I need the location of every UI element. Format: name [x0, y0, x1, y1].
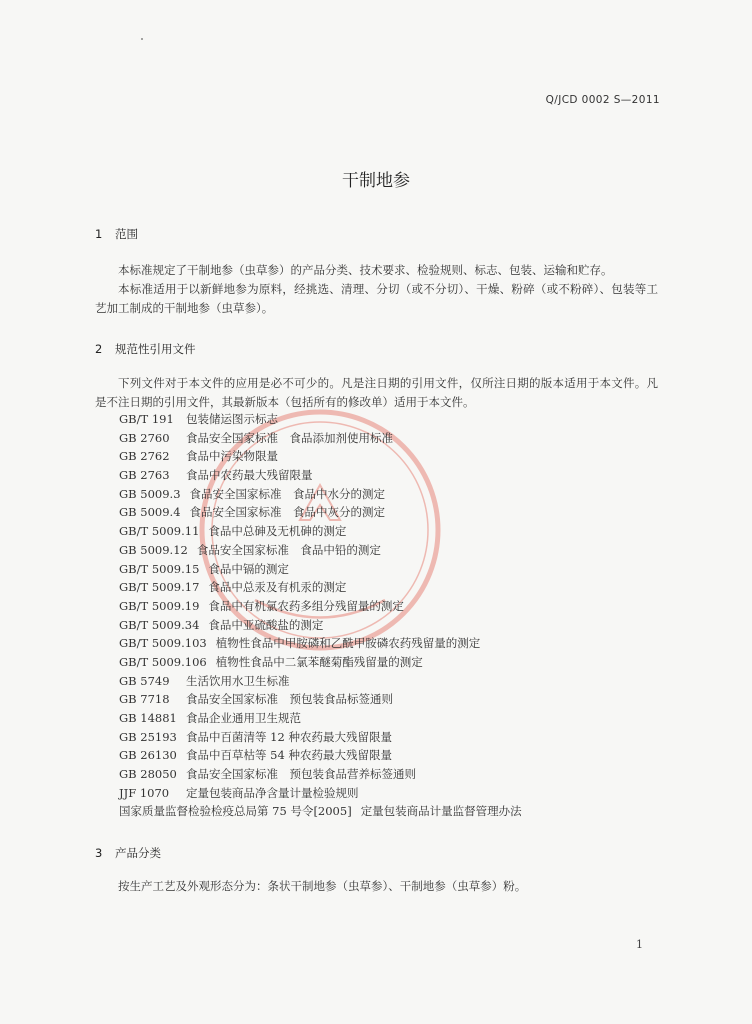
document-title: 干制地参	[342, 171, 410, 191]
scope-paragraph-1: 本标准规定了干制地参（虫草参）的产品分类、技术要求、检验规则、标志、包装、运输和贮存。	[118, 263, 613, 277]
reference-item: GB 5009.3 食品安全国家标准 食品中水分的测定	[119, 486, 386, 501]
reference-item: GB/T 5009.103 植物性食品中甲胺磷和乙酰甲胺磷农药残留量的测定	[119, 636, 481, 651]
reference-item: GB 5749 生活饮用水卫生标准	[119, 673, 290, 688]
reference-item: GB/T 5009.34 食品中亚硫酸盐的测定	[119, 617, 324, 632]
classification-paragraph: 按生产工艺及外观形态分为：条状干制地参（虫草参）、干制地参（虫草参）粉。	[118, 879, 527, 893]
section-number: 2	[95, 342, 103, 356]
section-title: 范围	[115, 227, 138, 241]
reference-item: GB/T 5009.15 食品中镉的测定	[119, 561, 289, 576]
reference-list	[119, 410, 522, 821]
references-intro: 下列文件对于本文件的应用是必不可少的。凡是注日期的引用文件，仅所注日期的版本适用于本文件。凡是不注日期的引用文件，其最新版本（包括所有的修改单）适用于本文件。	[95, 376, 658, 409]
section-2-heading	[95, 341, 196, 357]
reference-item: GB 2760 食品安全国家标准 食品添加剂使用标准	[119, 430, 393, 445]
reference-item: GB 26130 食品中百草枯等 54 种农药最大残留限量	[119, 748, 392, 763]
standard-code: Q/JCD 0002 S—2011	[545, 94, 660, 106]
reference-item: GB 5009.12 食品安全国家标准 食品中铅的测定	[119, 542, 381, 557]
reference-item: GB/T 5009.106 植物性食品中二氯苯醚菊酯残留量的测定	[119, 654, 423, 669]
reference-item: JJF 1070 定量包装商品净含量计量检验规则	[119, 785, 359, 800]
reference-item: GB 7718 食品安全国家标准 预包装食品标签通则	[119, 692, 393, 707]
reference-item: GB 2763 食品中农药最大残留限量	[119, 468, 313, 483]
reference-item: GB/T 5009.17 食品中总汞及有机汞的测定	[119, 580, 347, 595]
reference-item: GB/T 5009.11 食品中总砷及无机砷的测定	[119, 524, 347, 539]
section-title: 规范性引用文件	[115, 342, 196, 356]
reference-item: GB/T 191 包装储运图示标志	[119, 412, 278, 426]
section-1-heading	[95, 226, 138, 242]
section-number: 1	[95, 227, 103, 241]
reference-item: 国家质量监督检验检疫总局第 75 号令[2005] 定量包装商品计量监督管理办法	[119, 804, 522, 819]
page-number: 1	[636, 938, 643, 951]
reference-item: GB/T 5009.19 食品中有机氯农药多组分残留量的测定	[119, 598, 404, 613]
reference-item: GB 14881 食品企业通用卫生规范	[119, 711, 301, 725]
section-number: 3	[95, 846, 103, 860]
section-title: 产品分类	[115, 846, 161, 860]
reference-item: GB 5009.4 食品安全国家标准 食品中灰分的测定	[119, 505, 386, 520]
reference-item: GB 2762 食品中污染物限量	[119, 449, 278, 464]
reference-item: GB 25193 食品中百菌清等 12 种农药最大残留限量	[119, 729, 392, 744]
scan-speck	[141, 38, 143, 40]
section-3-heading	[95, 845, 161, 861]
scope-paragraph-2: 本标准适用于以新鲜地参为原料，经挑选、清理、分切（或不分切）、干燥、粉碎（或不粉碎）、包装等工艺加工制成的干制地参（虫草参）。	[95, 282, 658, 315]
reference-item: GB 28050 食品安全国家标准 预包装食品营养标签通则	[119, 767, 416, 782]
